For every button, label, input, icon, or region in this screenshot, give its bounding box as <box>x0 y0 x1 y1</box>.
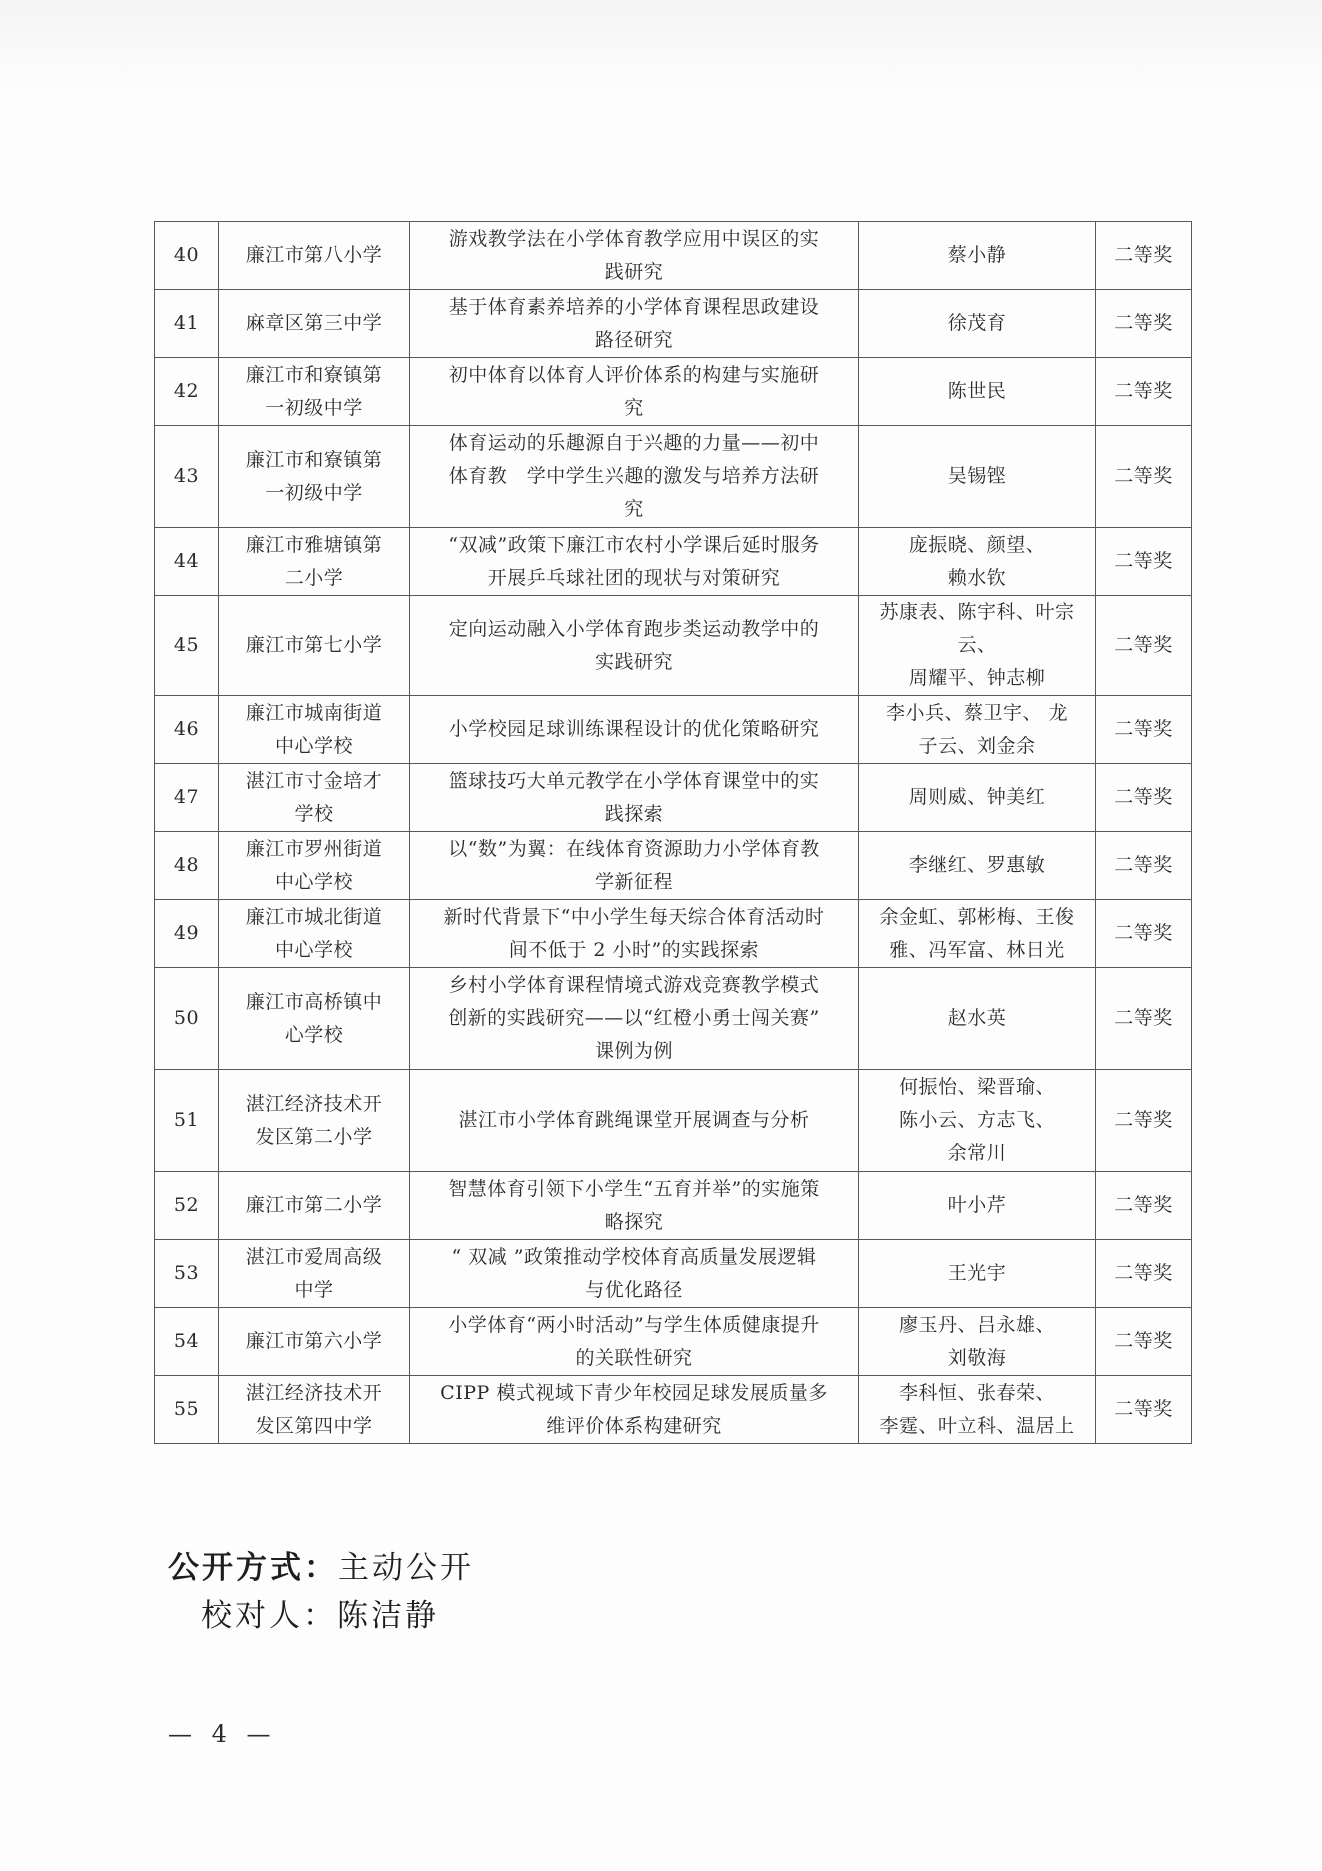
authors-cell <box>859 1172 1096 1240</box>
authors-cell-line: 李继红、罗惠敏 <box>908 854 1046 876</box>
authors-cell-line: 刘敬海 <box>947 1346 1007 1369</box>
authors-cell <box>859 290 1096 358</box>
school-cell-line: 一初级中学 <box>265 481 363 504</box>
row-number-cell: 49 <box>155 900 219 968</box>
project-title-cell <box>410 426 859 528</box>
project-title-cell-line: 以“数”为翼：在线体育资源助力小学体育教 <box>448 837 820 860</box>
project-title-cell <box>410 596 859 696</box>
table-row <box>155 1172 1192 1240</box>
school-cell <box>219 1240 410 1308</box>
table-row <box>155 290 1192 358</box>
school-cell-line: 廉江市罗州街道 <box>245 837 383 860</box>
awards-table <box>154 221 1192 1444</box>
award-cell: 二等奖 <box>1096 1240 1192 1308</box>
award-cell: 二等奖 <box>1096 596 1192 696</box>
row-number-cell: 42 <box>155 358 219 426</box>
row-number-cell: 47 <box>155 764 219 832</box>
project-title-cell-line: 体育教 学中学生兴趣的激发与培养方法研 <box>448 465 820 487</box>
project-title-cell <box>410 1308 859 1376</box>
authors-cell-line: 王光宇 <box>947 1262 1007 1284</box>
school-cell-line: 湛江经济技术开 <box>245 1092 383 1115</box>
school-cell-line: 中心学校 <box>274 734 353 757</box>
school-cell-line: 廉江市城北街道 <box>245 905 383 928</box>
project-title-cell-line: 实践研究 <box>594 650 673 673</box>
authors-cell <box>859 1240 1096 1308</box>
authors-cell-line: 陈世民 <box>947 380 1007 402</box>
row-number-cell: 55 <box>155 1376 219 1444</box>
disclosure-value: 主动公开 <box>338 1550 474 1586</box>
school-cell-line: 廉江市高桥镇中 <box>245 990 383 1013</box>
project-title-cell <box>410 1172 859 1240</box>
school-cell <box>219 426 410 528</box>
table-row <box>155 1376 1192 1444</box>
award-cell: 二等奖 <box>1096 426 1192 528</box>
school-cell-line: 廉江市和寮镇第 <box>245 363 383 386</box>
proofreader-label: 校对人： <box>201 1598 337 1634</box>
school-cell <box>219 900 410 968</box>
award-cell: 二等奖 <box>1096 290 1192 358</box>
project-title-cell-line: 创新的实践研究——以“红橙小勇士闯关赛” <box>448 1007 820 1029</box>
authors-cell <box>859 358 1096 426</box>
project-title-cell <box>410 832 859 900</box>
project-title-cell-line: 究 <box>624 498 644 520</box>
award-cell: 二等奖 <box>1096 358 1192 426</box>
project-title-cell <box>410 764 859 832</box>
school-cell-line: 一初级中学 <box>265 396 363 419</box>
authors-cell <box>859 696 1096 764</box>
project-title-cell-line: 游戏教学法在小学体育教学应用中误区的实 <box>448 227 820 250</box>
table-row <box>155 528 1192 596</box>
row-number-cell: 53 <box>155 1240 219 1308</box>
authors-cell-line: 周耀平、钟志柳 <box>908 667 1046 689</box>
project-title-cell-line: “双减”政策下廉江市农村小学课后延时服务 <box>448 533 820 556</box>
project-title-cell-line: 开展乒乓球社团的现状与对策研究 <box>487 566 781 589</box>
authors-cell-line: 叶小芹 <box>947 1194 1007 1216</box>
authors-cell <box>859 528 1096 596</box>
project-title-cell-line: 践探索 <box>604 802 664 825</box>
row-number-cell: 50 <box>155 968 219 1070</box>
school-cell <box>219 290 410 358</box>
award-cell: 二等奖 <box>1096 900 1192 968</box>
authors-cell <box>859 764 1096 832</box>
school-cell <box>219 764 410 832</box>
authors-cell <box>859 900 1096 968</box>
table-row <box>155 968 1192 1070</box>
authors-cell-line: 蔡小静 <box>947 244 1007 266</box>
project-title-cell-line: 践研究 <box>604 260 664 283</box>
school-cell-line: 廉江市第六小学 <box>245 1330 383 1352</box>
project-title-cell-line: 略探究 <box>604 1210 664 1233</box>
project-title-cell <box>410 900 859 968</box>
school-cell-line: 湛江经济技术开 <box>245 1381 383 1404</box>
authors-cell-line: 何振怡、梁晋瑜、 <box>898 1076 1055 1098</box>
school-cell-line: 麻章区第三中学 <box>245 312 383 334</box>
project-title-cell-line: 新时代背景下“中小学生每天综合体育活动时 <box>443 905 825 928</box>
project-title-cell <box>410 358 859 426</box>
school-cell <box>219 222 410 290</box>
project-title-cell <box>410 290 859 358</box>
project-title-cell-line: 基于体育素养培养的小学体育课程思政建设 <box>448 295 820 318</box>
project-title-cell-line: 体育运动的乐趣源自于兴趣的力量——初中 <box>448 432 820 454</box>
project-title-cell <box>410 1070 859 1172</box>
row-number-cell: 41 <box>155 290 219 358</box>
award-cell: 二等奖 <box>1096 1376 1192 1444</box>
school-cell <box>219 1172 410 1240</box>
authors-cell-line: 李小兵、蔡卫宇、 龙 <box>885 701 1069 724</box>
authors-cell-line: 赵水英 <box>947 1007 1007 1029</box>
table-row <box>155 596 1192 696</box>
school-cell-line: 中心学校 <box>274 938 353 961</box>
school-cell-line: 廉江市雅塘镇第 <box>245 533 383 556</box>
table-row <box>155 426 1192 528</box>
project-title-cell-line: 学新征程 <box>594 870 673 893</box>
school-cell-line: 中心学校 <box>274 870 353 893</box>
row-number-cell: 52 <box>155 1172 219 1240</box>
table-row <box>155 764 1192 832</box>
award-cell: 二等奖 <box>1096 1070 1192 1172</box>
school-cell-line: 学校 <box>294 802 334 825</box>
authors-cell <box>859 426 1096 528</box>
school-cell <box>219 1070 410 1172</box>
project-title-cell-line: 乡村小学体育课程情境式游戏竞赛教学模式 <box>448 974 820 996</box>
school-cell-line: 心学校 <box>284 1023 344 1046</box>
project-title-cell-line: 间不低于 2 小时”的实践探索 <box>508 938 760 961</box>
awards-table-body <box>155 222 1192 1444</box>
page-number: — 4 — <box>168 1720 277 1748</box>
proofreader-value: 陈洁静 <box>337 1598 439 1634</box>
row-number-cell: 40 <box>155 222 219 290</box>
table-row <box>155 358 1192 426</box>
table-row <box>155 1308 1192 1376</box>
project-title-cell <box>410 528 859 596</box>
award-cell: 二等奖 <box>1096 222 1192 290</box>
authors-cell-line: 吴锡铿 <box>947 465 1007 487</box>
school-cell-line: 湛江市爱周高级 <box>245 1245 383 1268</box>
school-cell-line: 廉江市第七小学 <box>245 634 383 656</box>
table-row <box>155 832 1192 900</box>
authors-cell <box>859 832 1096 900</box>
authors-cell-line: 赖水钦 <box>947 566 1007 589</box>
authors-cell-line: 子云、刘金余 <box>918 734 1036 757</box>
disclosure-label: 公开方式： <box>168 1550 338 1586</box>
project-title-cell-line: “ 双减 ”政策推动学校体育高质量发展逻辑 <box>451 1245 817 1268</box>
proofreader-line <box>201 1590 439 1635</box>
disclosure-line <box>168 1542 474 1587</box>
authors-cell <box>859 1308 1096 1376</box>
school-cell <box>219 832 410 900</box>
row-number-cell: 48 <box>155 832 219 900</box>
row-number-cell: 54 <box>155 1308 219 1376</box>
authors-cell-line: 李霆、叶立科、温居上 <box>879 1414 1075 1437</box>
row-number-cell: 43 <box>155 426 219 528</box>
scan-shadow <box>0 0 1322 90</box>
authors-cell-line: 余常川 <box>947 1142 1007 1164</box>
school-cell-line: 廉江市第八小学 <box>245 244 383 266</box>
school-cell <box>219 528 410 596</box>
school-cell <box>219 1308 410 1376</box>
project-title-cell <box>410 222 859 290</box>
authors-cell <box>859 596 1096 696</box>
row-number-cell: 46 <box>155 696 219 764</box>
row-number-cell: 44 <box>155 528 219 596</box>
project-title-cell <box>410 1240 859 1308</box>
award-cell: 二等奖 <box>1096 832 1192 900</box>
award-cell: 二等奖 <box>1096 1172 1192 1240</box>
table-row <box>155 900 1192 968</box>
project-title-cell-line: 初中体育以体育人评价体系的构建与实施研 <box>448 363 820 386</box>
school-cell-line: 二小学 <box>284 566 344 589</box>
project-title-cell <box>410 968 859 1070</box>
project-title-cell-line: 与优化路径 <box>585 1278 683 1301</box>
school-cell <box>219 596 410 696</box>
authors-cell <box>859 1070 1096 1172</box>
school-cell <box>219 696 410 764</box>
award-cell: 二等奖 <box>1096 1308 1192 1376</box>
school-cell-line: 湛江市寸金培才 <box>245 769 383 792</box>
project-title-cell-line: 路径研究 <box>594 328 673 351</box>
authors-cell-line: 陈小云、方志飞、 <box>898 1109 1055 1131</box>
row-number-cell: 45 <box>155 596 219 696</box>
school-cell <box>219 358 410 426</box>
project-title-cell-line: 篮球技巧大单元教学在小学体育课堂中的实 <box>448 769 820 792</box>
project-title-cell-line: 智慧体育引领下小学生“五育并举”的实施策 <box>448 1177 820 1200</box>
school-cell-line: 廉江市城南街道 <box>245 701 383 724</box>
award-cell: 二等奖 <box>1096 528 1192 596</box>
authors-cell-line: 廖玉丹、吕永雄、 <box>898 1313 1055 1336</box>
school-cell-line: 廉江市和寮镇第 <box>245 448 383 471</box>
table-row <box>155 222 1192 290</box>
school-cell-line: 发区第四中学 <box>255 1414 373 1437</box>
authors-cell-line: 余金虹、郭彬梅、王俊 <box>879 905 1075 928</box>
authors-cell-line: 苏康表、陈宇科、叶宗云、 <box>879 601 1075 656</box>
school-cell <box>219 968 410 1070</box>
award-cell: 二等奖 <box>1096 968 1192 1070</box>
project-title-cell-line: 的关联性研究 <box>575 1346 693 1369</box>
authors-cell <box>859 968 1096 1070</box>
authors-cell-line: 周则威、钟美红 <box>908 786 1046 808</box>
project-title-cell-line: 究 <box>624 396 644 419</box>
project-title-cell <box>410 1376 859 1444</box>
school-cell-line: 中学 <box>294 1278 334 1301</box>
school-cell <box>219 1376 410 1444</box>
award-cell: 二等奖 <box>1096 696 1192 764</box>
authors-cell-line: 雅、冯军富、林日光 <box>889 938 1065 961</box>
project-title-cell-line: 定向运动融入小学体育跑步类运动教学中的 <box>448 617 820 640</box>
school-cell-line: 廉江市第二小学 <box>245 1194 383 1216</box>
table-row <box>155 696 1192 764</box>
school-cell-line: 发区第二小学 <box>255 1125 373 1148</box>
project-title-cell-line: 湛江市小学体育跳绳课堂开展调查与分析 <box>458 1109 810 1131</box>
authors-cell <box>859 222 1096 290</box>
authors-cell <box>859 1376 1096 1444</box>
table-row <box>155 1070 1192 1172</box>
table-row <box>155 1240 1192 1308</box>
authors-cell-line: 徐茂育 <box>947 312 1007 334</box>
project-title-cell-line: CIPP 模式视域下青少年校园足球发展质量多 <box>440 1381 828 1404</box>
project-title-cell <box>410 696 859 764</box>
authors-cell-line: 李科恒、张春荣、 <box>898 1381 1055 1404</box>
project-title-cell-line: 小学体育“两小时活动”与学生体质健康提升 <box>448 1313 820 1336</box>
project-title-cell-line: 小学校园足球训练课程设计的优化策略研究 <box>448 718 820 740</box>
row-number-cell: 51 <box>155 1070 219 1172</box>
authors-cell-line: 庞振晓、颜望、 <box>908 533 1046 556</box>
project-title-cell-line: 维评价体系构建研究 <box>546 1414 722 1437</box>
project-title-cell-line: 课例为例 <box>594 1040 673 1062</box>
award-cell: 二等奖 <box>1096 764 1192 832</box>
